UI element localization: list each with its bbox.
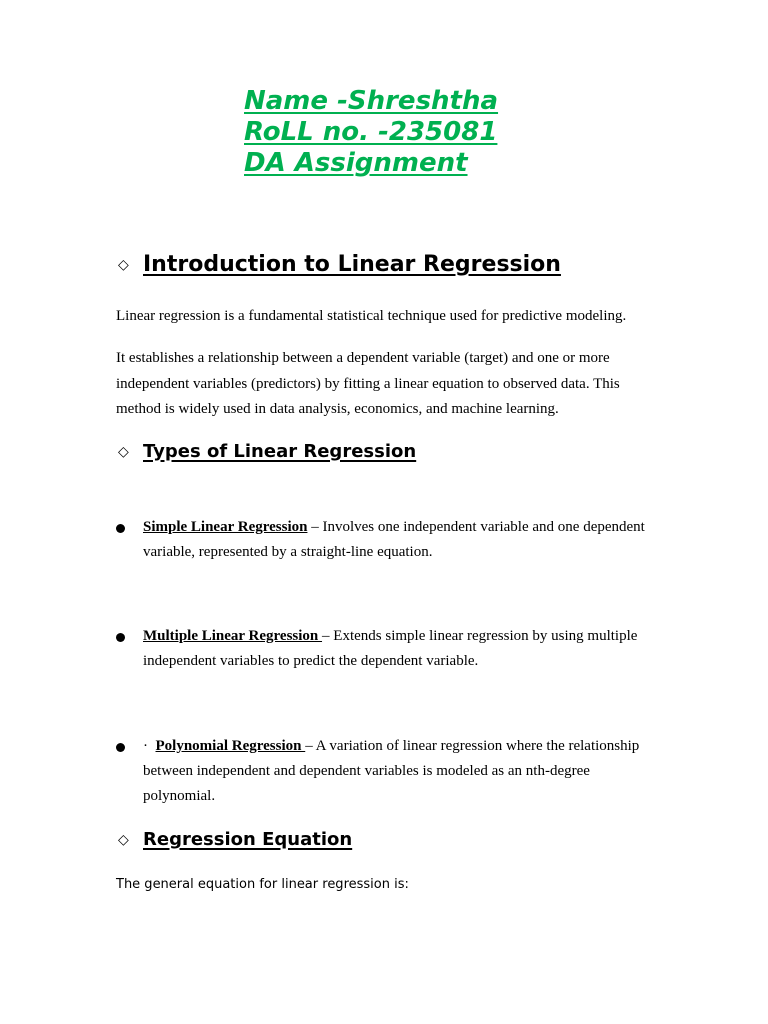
section-heading-text: Regression Equation (143, 829, 353, 850)
section-heading-text: Types of Linear Regression (143, 441, 417, 462)
section-heading-equation (118, 829, 352, 850)
filled-circle-bullet-icon (116, 633, 125, 642)
list-item-description: – Involves one independent variable and one dependent variable, represented by a straight-line equation. (143, 519, 645, 560)
intro-paragraph-1: Linear regression is a fundamental statistical technique used for predictive modeling. (116, 308, 627, 324)
assignment-title: DA Assignment (244, 148, 468, 178)
list-item-text (143, 624, 651, 674)
filled-circle-bullet-icon (116, 743, 125, 752)
diamond-outline-icon: ◇ (118, 443, 129, 460)
equation-intro-paragraph: The general equation for linear regression is: (116, 877, 409, 892)
list-item (116, 515, 651, 565)
diamond-outline-icon: ◇ (118, 256, 129, 273)
title-block (244, 86, 498, 179)
filled-circle-bullet-icon (116, 524, 125, 533)
section-heading-text: Introduction to Linear Regression (143, 252, 561, 277)
list-item (116, 624, 651, 674)
list-item-description: – Extends simple linear regression by using multiple independent variables to predict the dependent variable. (143, 628, 638, 669)
section-heading-types (118, 441, 416, 462)
list-item (116, 734, 651, 809)
list-item-text (143, 515, 651, 565)
roll-number: RoLL no. -235081 (244, 117, 498, 147)
intro-paragraph-2: It establishes a relationship between a dependent variable (target) and one or more independent variables (predictors) by fitting a linear equation to observed data. This method is widely used in data analysis, economics, and machine learning. (116, 350, 620, 417)
list-item-prefix: · (143, 738, 156, 754)
diamond-outline-icon: ◇ (118, 831, 129, 848)
list-item-term: Multiple Linear Regression (143, 628, 323, 644)
student-name: Name -Shreshtha (244, 86, 499, 116)
list-item-text (143, 734, 651, 809)
list-item-term: Polynomial Regression (155, 738, 306, 754)
list-item-term: Simple Linear Regression (143, 519, 308, 535)
section-heading-introduction (118, 252, 561, 277)
list-item-description: – A variation of linear regression where the relationship between independent and dependent variables is modeled as an nth-degree polynomial. (143, 738, 640, 804)
